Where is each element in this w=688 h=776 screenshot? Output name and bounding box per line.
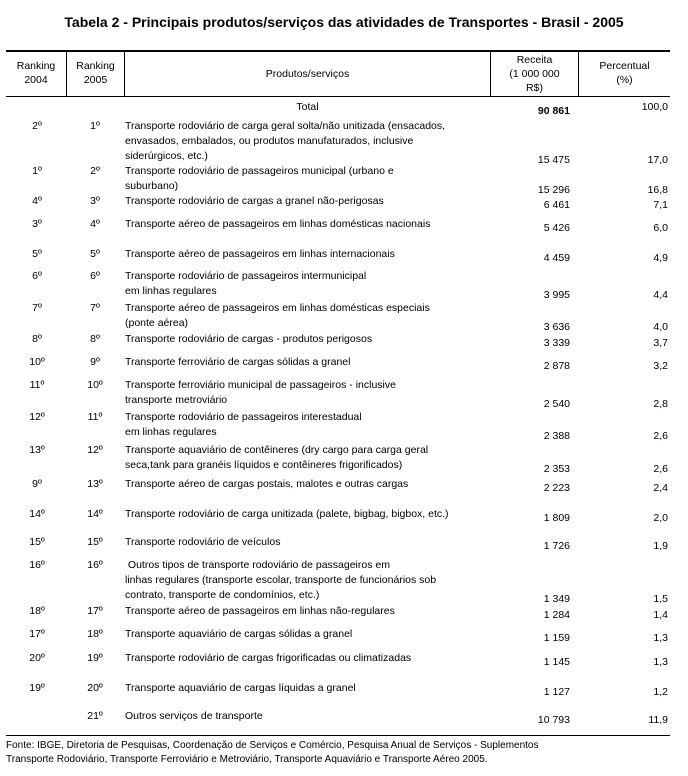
ranking-2004-cell: 20º — [29, 652, 45, 664]
header-receita-line3: R$) — [526, 82, 543, 94]
receita-cell: 6 461 — [543, 199, 570, 211]
header-ranking-2004-line2: 2004 — [24, 74, 48, 86]
header-receita — [491, 53, 578, 95]
ranking-2005-cell: 10º — [87, 379, 103, 391]
percentual-cell: 4,9 — [653, 252, 668, 264]
header-receita-line1: Receita — [516, 54, 553, 66]
header-receita-line2: (1 000 000 — [509, 68, 560, 80]
source-note — [6, 739, 676, 767]
product-line: Transporte rodoviário de passageiros interestadual — [125, 411, 362, 423]
ranking-2004-cell: 11º — [29, 379, 45, 391]
ranking-2005-cell: 7º — [90, 302, 100, 314]
percentual-cell: 2,6 — [653, 463, 668, 475]
header-ranking-2005 — [67, 59, 124, 87]
ranking-2005-cell: 20º — [87, 682, 103, 694]
ranking-2004-cell: 9º — [32, 478, 42, 490]
receita-cell: 2 878 — [543, 360, 570, 372]
product-cell — [125, 604, 490, 619]
product-cell — [125, 119, 490, 164]
total-percentual: 100,0 — [641, 101, 668, 113]
ranking-2005-cell: 19º — [87, 652, 103, 664]
ranking-2004-cell: 3º — [32, 218, 42, 230]
product-line: em linhas regulares — [125, 285, 217, 297]
product-line: Transporte aquaviário de cargas sólidas a granel — [125, 628, 353, 640]
product-line: Transporte rodoviário de cargas frigorificadas ou climatizadas — [125, 652, 412, 664]
receita-cell: 2 540 — [543, 398, 570, 410]
percentual-cell: 2,0 — [653, 512, 668, 524]
ranking-2004-cell: 19º — [29, 682, 45, 694]
ranking-2005-cell: 6º — [90, 270, 100, 282]
percentual-cell: 1,4 — [653, 609, 668, 621]
product-cell — [125, 651, 490, 666]
ranking-2004-cell: 13º — [29, 444, 45, 456]
percentual-cell: 4,0 — [653, 321, 668, 333]
product-cell — [125, 217, 490, 232]
product-cell — [125, 355, 490, 370]
product-line: Transporte ferroviário municipal de passageiros - inclusive — [125, 379, 396, 391]
product-cell — [125, 681, 490, 696]
ranking-2004-cell: 17º — [29, 628, 45, 640]
ranking-2004-cell: 18º — [29, 605, 45, 617]
ranking-2004-cell: 16º — [29, 559, 45, 571]
header-ranking-2004-line1: Ranking — [16, 60, 56, 72]
ranking-2005-cell: 5º — [90, 248, 100, 260]
product-cell — [125, 410, 490, 440]
percentual-cell: 6,0 — [653, 222, 668, 234]
receita-cell: 3 995 — [543, 289, 570, 301]
product-line: Transporte rodoviário de passageiros municipal (urbano e — [125, 165, 394, 177]
percentual-cell: 2,8 — [653, 398, 668, 410]
receita-cell: 10 793 — [537, 714, 570, 726]
percentual-cell: 7,1 — [653, 199, 668, 211]
product-cell — [125, 194, 490, 209]
ranking-2005-cell: 11º — [87, 411, 103, 423]
product-line: Transporte aéreo de passageiros em linhas não-regulares — [125, 605, 395, 617]
product-line: Transporte aéreo de passageiros em linhas domésticas nacionais — [125, 218, 431, 230]
receita-cell: 4 459 — [543, 252, 570, 264]
receita-cell: 2 223 — [543, 482, 570, 494]
ranking-2005-cell: 17º — [87, 605, 103, 617]
receita-cell: 1 159 — [543, 632, 570, 644]
product-cell — [125, 301, 490, 331]
footer-rule — [6, 735, 670, 736]
ranking-2004-cell: 10º — [29, 356, 45, 368]
product-line: seca,tank para granéis líquidos e contêineres frigorificados) — [125, 459, 403, 471]
receita-cell: 1 349 — [543, 593, 570, 605]
ranking-2005-cell: 15º — [87, 536, 103, 548]
percentual-cell: 1,3 — [653, 656, 668, 668]
product-cell — [125, 378, 490, 408]
product-line: Transporte rodoviário de cargas a granel não-perigosas — [125, 195, 384, 207]
ranking-2005-cell: 2º — [90, 165, 100, 177]
product-line: siderúrgicos, etc.) — [125, 150, 208, 162]
percentual-cell: 4,4 — [653, 289, 668, 301]
percentual-cell: 16,8 — [647, 184, 668, 196]
receita-cell: 1 284 — [543, 609, 570, 621]
header-percentual-line1: Percentual — [599, 60, 650, 72]
ranking-2005-cell: 4º — [90, 218, 100, 230]
product-line: (ponte aérea) — [125, 317, 189, 329]
receita-cell: 1 127 — [543, 686, 570, 698]
receita-cell: 3 339 — [543, 337, 570, 349]
percentual-cell: 1,9 — [653, 540, 668, 552]
percentual-cell: 2,4 — [653, 482, 668, 494]
total-receita: 90 861 — [537, 105, 570, 117]
header-percentual-line2: (%) — [616, 74, 633, 86]
ranking-2004-cell: 15º — [29, 536, 45, 548]
ranking-2005-cell: 3º — [90, 195, 100, 207]
receita-cell: 15 475 — [537, 154, 570, 166]
table-title: Tabela 2 - Principais produtos/serviços das atividades de Transportes - Brasil - 2005 — [64, 14, 624, 30]
ranking-2005-cell: 21º — [87, 710, 103, 722]
percentual-cell: 11,9 — [648, 714, 668, 726]
product-line: linhas regulares (transporte escolar, transporte de funcionários sob — [125, 574, 437, 586]
product-line: Transporte aéreo de cargas postais, malotes e outras cargas — [125, 478, 409, 490]
ranking-2004-cell: 5º — [32, 248, 42, 260]
ranking-2004-cell: 14º — [29, 508, 45, 520]
ranking-2005-cell: 13º — [87, 478, 103, 490]
header-ranking-2005-line2: 2005 — [83, 74, 108, 86]
product-cell — [125, 558, 490, 603]
ranking-2004-cell: 4º — [32, 195, 42, 207]
product-line: Transporte aéreo de passageiros em linhas internacionais — [125, 248, 395, 260]
product-line: Transporte aquaviário de contêineres (dry cargo para carga geral — [125, 444, 429, 456]
product-cell — [125, 269, 490, 299]
percentual-cell: 1,2 — [653, 686, 668, 698]
product-cell — [125, 247, 490, 262]
product-cell — [125, 709, 490, 724]
ranking-2005-cell: 18º — [87, 628, 103, 640]
source-line-1: Fonte: IBGE, Diretoria de Pesquisas, Coordenação de Serviços e Comércio, Pesquisa Anual de Serviços - Suplementos — [6, 740, 539, 751]
product-line: Transporte ferroviário de cargas sólidas a granel — [125, 356, 351, 368]
product-line: Outros serviços de transporte — [125, 710, 263, 722]
ranking-2005-cell: 14º — [87, 508, 103, 520]
product-line: envasados, embalados, ou produtos manufaturados, inclusive — [125, 135, 414, 147]
product-line: Transporte rodoviário de veículos — [125, 536, 281, 548]
product-cell — [125, 535, 490, 550]
ranking-2004-cell: 1º — [32, 165, 42, 177]
percentual-cell: 17,0 — [647, 154, 668, 166]
product-line: contrato, transporte de condomínios, etc.) — [125, 589, 320, 601]
header-ranking-2004 — [6, 59, 66, 87]
product-line: Transporte rodoviário de cargas - produtos perigosos — [125, 333, 373, 345]
percentual-cell: 1,3 — [653, 632, 668, 644]
product-line: Transporte aéreo de passageiros em linhas domésticas especiais — [125, 302, 430, 314]
product-cell — [125, 443, 490, 473]
percentual-cell: 1,5 — [653, 593, 668, 605]
product-line: Outros tipos de transporte rodoviário de passageiros em — [125, 559, 390, 571]
product-line: Transporte aquaviário de cargas líquidas a granel — [125, 682, 356, 694]
header-produtos: Produtos/serviços — [265, 68, 350, 80]
percentual-cell: 3,7 — [653, 337, 668, 349]
product-cell — [125, 507, 490, 522]
receita-cell: 15 296 — [537, 184, 570, 196]
ranking-2005-cell: 8º — [90, 333, 100, 345]
ranking-2005-cell: 1º — [90, 120, 100, 132]
product-cell — [125, 164, 490, 194]
receita-cell: 1 809 — [543, 512, 570, 524]
product-cell — [125, 332, 490, 347]
receita-cell: 1 145 — [543, 656, 570, 668]
product-line: transporte metroviário — [125, 394, 228, 406]
header-bottom-rule — [6, 96, 670, 97]
ranking-2005-cell: 12º — [87, 444, 103, 456]
percentual-cell: 2,6 — [653, 430, 668, 442]
ranking-2004-cell: 7º — [32, 302, 42, 314]
product-line: Transporte rodoviário de carga geral solta/não unitizada (ensacados, — [125, 120, 446, 132]
product-line: Transporte rodoviário de passageiros intermunicipal — [125, 270, 367, 282]
product-cell — [125, 627, 490, 642]
header-ranking-2005-line1: Ranking — [76, 60, 115, 72]
receita-cell: 1 726 — [543, 540, 570, 552]
product-line: suburbano) — [125, 180, 179, 192]
receita-cell: 3 636 — [543, 321, 570, 333]
ranking-2004-cell: 8º — [32, 333, 42, 345]
total-label: Total — [296, 101, 319, 113]
ranking-2004-cell: 12º — [29, 411, 45, 423]
header-percentual — [579, 59, 670, 87]
ranking-2005-cell: 16º — [87, 559, 103, 571]
receita-cell: 5 426 — [543, 222, 570, 234]
product-cell — [125, 477, 490, 492]
receita-cell: 2 353 — [543, 463, 570, 475]
header-top-rule — [6, 50, 670, 52]
ranking-2005-cell: 9º — [90, 356, 100, 368]
percentual-cell: 3,2 — [653, 360, 668, 372]
product-line: Transporte rodoviário de carga unitizada (palete, bigbag, bigbox, etc.) — [125, 508, 449, 520]
ranking-2004-cell: 2º — [32, 120, 42, 132]
product-line: em linhas regulares — [125, 426, 217, 438]
source-line-2: Transporte Rodoviário, Transporte Ferroviário e Metroviário, Transporte Aquaviário e Transporte Aéreo 2005. — [6, 754, 488, 765]
receita-cell: 2 388 — [543, 430, 570, 442]
ranking-2004-cell: 6º — [32, 270, 42, 282]
